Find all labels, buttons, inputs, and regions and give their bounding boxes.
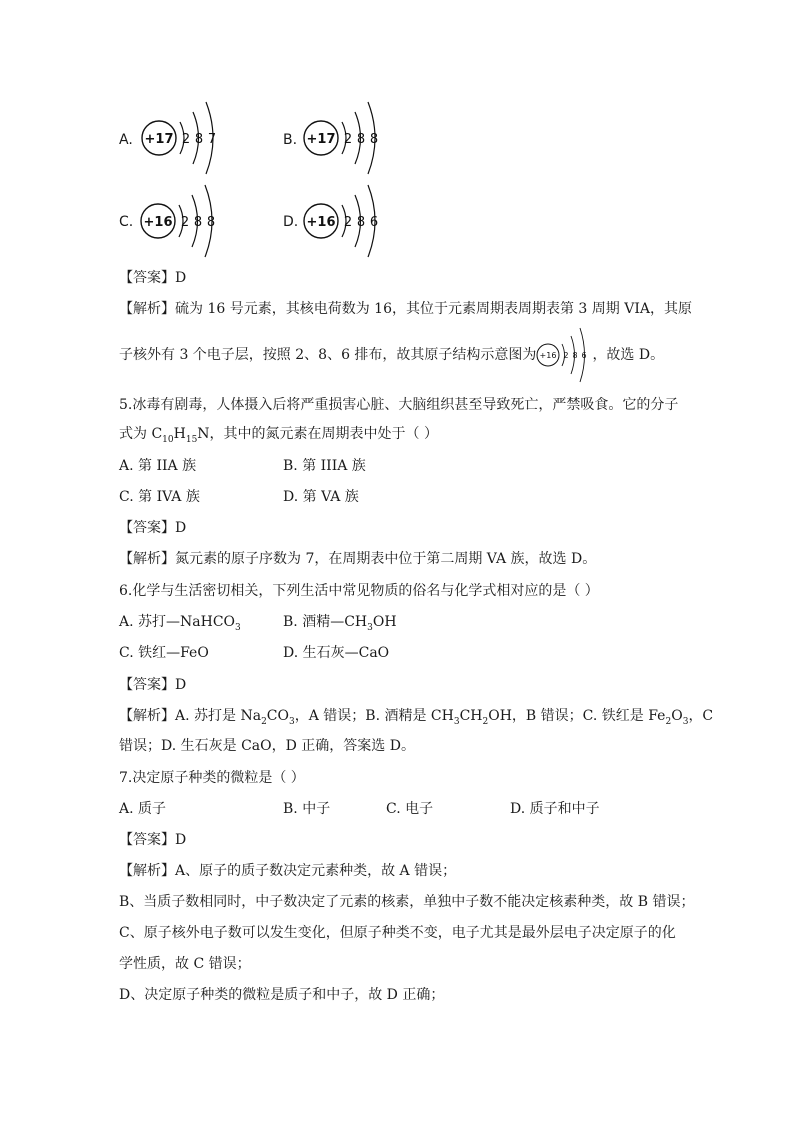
nucleus-charge: +17 [144, 132, 174, 147]
q7-stem: 7.决定原子种类的微粒是（ ） [119, 770, 305, 786]
text-part: 【解析】A. 苏打是 Na [119, 708, 262, 724]
text-part: ，C [688, 708, 714, 724]
nucleus-charge: +17 [306, 132, 336, 147]
subscript: 3 [453, 716, 460, 727]
text-part: CO [266, 708, 289, 724]
atom-diagram-option-d [302, 181, 392, 261]
electron-count: 8 [194, 132, 204, 147]
q5-option-b: B. 第 IIIA 族 [283, 458, 366, 474]
text-part: OH，B 错误；C. 铁红是 Fe [488, 708, 666, 724]
text-part: CH [459, 708, 483, 724]
atom-diagram-option-b [302, 98, 392, 178]
q7-analysis-line-2: B、当质子数相同时，中子数决定了元素的核素，单独中子数不能决定核素种类，故 B 错误； [119, 894, 695, 910]
q5-stem-line-2 [119, 425, 438, 443]
nucleus-charge: +16 [306, 215, 336, 230]
electron-count: 2 [180, 215, 190, 230]
subscript: 2 [261, 716, 267, 727]
subscript: 2 [482, 716, 489, 727]
text-part: ，A 错误；B. 酒精是 CH [294, 708, 454, 724]
electron-count: 2 [563, 351, 569, 360]
q5-option-a: A. 第 IIA 族 [119, 458, 197, 474]
q4-analysis-text: 子核外有 3 个电子层，按照 2、8、6 排布，故其原子结构示意图为 [119, 347, 537, 363]
formula-part: B. 酒精—CH [283, 614, 368, 630]
q5-stem-line-1: 5.冰毒有剧毒，人体摄入后将严重损害心脏、大脑组织甚至导致死亡，严禁吸食。它的分子 [119, 397, 679, 413]
subscript: 10 [162, 434, 174, 445]
electron-count: 6 [581, 351, 587, 360]
option-a-letter: A. [119, 132, 133, 148]
q7-analysis-line-1: 【解析】A、原子的质子数决定元素种类，故 A 错误； [119, 863, 457, 879]
q6-option-d: D. 生石灰—CaO [283, 645, 390, 661]
q6-option-c: C. 铁红—FeO [119, 645, 209, 661]
q4-analysis-line-1: 【解析】硫为 16 号元素，其核电荷数为 16，其位于元素周期表周期表第 3 周期 VIA，其原 [119, 301, 692, 317]
q6-analysis-line-1 [119, 707, 713, 725]
q5-analysis: 【解析】氮元素的原子序数为 7，在周期表中位于第二周期 VA 族，故选 D。 [119, 551, 597, 567]
text-part: O [671, 708, 683, 724]
q4-analysis-end: ，故选 D。 [592, 347, 665, 363]
q5-answer: 【答案】D [119, 520, 187, 536]
option-b-letter: B. [283, 132, 298, 148]
q4-answer: 【答案】D [119, 270, 187, 286]
inline-atom-diagram [536, 346, 592, 364]
subscript: 3 [235, 622, 241, 633]
subscript: 3 [682, 716, 689, 727]
q7-answer: 【答案】D [119, 832, 187, 848]
q7-analysis-line-3: C、原子核外电子数可以发生变化，但原子种类不变，电子尤其是最外层电子决定原子的化 [119, 925, 676, 941]
electron-count: 8 [356, 132, 366, 147]
option-d-letter: D. [283, 214, 299, 230]
q5-option-d: D. 第 VA 族 [283, 489, 359, 505]
formula-part: A. 苏打—NaHCO [119, 614, 236, 630]
q7-analysis-line-4: 学性质，故 C 错误； [119, 956, 251, 972]
q5-stem-end: N，其中的氮元素在周期表中处于（ ） [197, 426, 438, 442]
electron-count: 8 [206, 215, 216, 230]
q7-option-a: A. 质子 [119, 801, 167, 817]
electron-count: 8 [369, 132, 379, 147]
q7-option-d: D. 质子和中子 [510, 801, 600, 817]
formula-part: 式为 C [119, 426, 163, 442]
q7-option-b: B. 中子 [283, 801, 331, 817]
option-c-letter: C. [119, 214, 134, 230]
q7-option-c: C. 电子 [386, 801, 434, 817]
nucleus-charge: +16 [539, 351, 557, 360]
subscript: 15 [185, 434, 198, 445]
electron-count: 2 [343, 132, 353, 147]
q6-stem: 6.化学与生活密切相关，下列生活中常见物质的俗名与化学式相对应的是（ ） [119, 583, 599, 599]
subscript: 3 [367, 622, 373, 633]
formula-part: OH [372, 614, 397, 630]
q4-analysis-line-2 [119, 346, 664, 364]
q7-analysis-line-5: D、决定原子种类的微粒是质子和中子，故 D 正确； [119, 987, 445, 1003]
electron-count: 2 [343, 215, 353, 230]
q6-option-a [119, 613, 241, 631]
q5-option-c: C. 第 IVA 族 [119, 489, 200, 505]
electron-count: 8 [356, 215, 366, 230]
q6-option-b [283, 613, 397, 631]
q6-analysis-line-2: 错误；D. 生石灰是 CaO，D 正确，答案选 D。 [119, 738, 415, 754]
electron-count: 6 [369, 215, 379, 230]
subscript: 3 [289, 716, 295, 727]
nucleus-charge: +16 [143, 215, 173, 230]
atom-diagram-option-c [139, 181, 229, 261]
electron-count: 7 [207, 132, 217, 147]
electron-count: 8 [193, 215, 203, 230]
formula-part: H [173, 426, 186, 442]
electron-count: 2 [181, 132, 191, 147]
q6-answer: 【答案】D [119, 677, 187, 693]
atom-diagram-option-a [140, 98, 230, 178]
subscript: 2 [665, 716, 672, 727]
electron-count: 8 [572, 351, 578, 360]
